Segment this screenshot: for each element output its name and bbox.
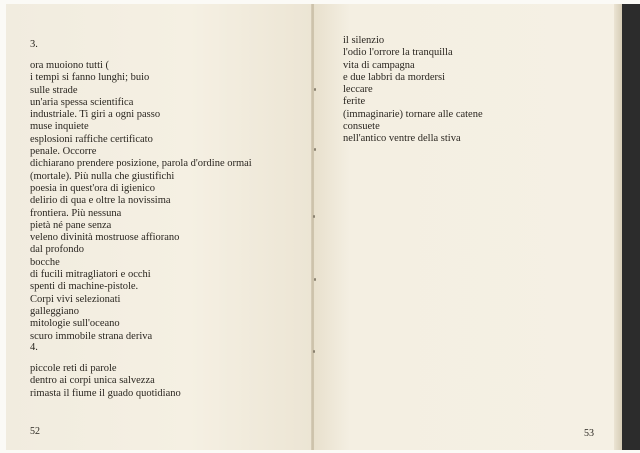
poem-line: (immaginarie) tornare alle catene xyxy=(343,108,483,120)
poem-line: Corpi vivi selezionati xyxy=(30,293,121,305)
poem-line: veleno divinità mostruose affiorano xyxy=(30,232,180,244)
poem-line: consuete xyxy=(343,121,380,133)
poem-line: rimasta il fiume il guado quotidiano xyxy=(30,387,181,399)
poem-line: bocche xyxy=(30,256,60,268)
section-3-poem xyxy=(30,60,252,343)
poem-line: galleggiano xyxy=(30,305,79,317)
right-page-poem xyxy=(343,35,483,146)
poem-line: i tempi si fanno lunghi; buio xyxy=(30,72,150,84)
poem-line: ferite xyxy=(343,96,366,108)
poem-line: dichiarano prendere posizione, parola d'ordine ormai xyxy=(30,158,252,170)
poem-line: piccole reti di parole xyxy=(30,363,117,374)
section-3-number: 3. xyxy=(30,39,38,50)
page-edges xyxy=(614,4,622,450)
poem-line: spenti di machine-pistole. xyxy=(30,281,139,293)
poem-line: dentro ai corpi unica salvezza xyxy=(30,375,155,387)
right-page-number: 53 xyxy=(584,428,594,439)
poem-line: l'odio l'orrore la tranquilla xyxy=(343,47,453,59)
poem-line: ora muoiono tutti ( xyxy=(30,60,110,71)
poem-line: pietà né pane senza xyxy=(30,219,112,231)
poem-line: poesia in quest'ora di igienico xyxy=(30,182,155,194)
poem-line: sulle strade xyxy=(30,84,78,96)
margin-speck xyxy=(314,88,316,91)
poem-line: scuro immobile strana deriva xyxy=(30,330,153,342)
poem-line: dal profondo xyxy=(30,244,84,256)
margin-speck xyxy=(314,148,316,151)
poem-line: leccare xyxy=(343,84,373,96)
section-4-poem xyxy=(30,363,181,400)
poem-line: frontiera. Più nessuna xyxy=(30,207,122,219)
poem-line: vita di campagna xyxy=(343,59,415,71)
poem-line: (mortale). Più nulla che giustifichi xyxy=(30,170,175,182)
poem-line: penale. Occorre xyxy=(30,146,97,158)
poem-line: il silenzio xyxy=(343,35,385,46)
poem-line: delirio di qua e oltre la novissima xyxy=(30,195,171,207)
margin-speck xyxy=(313,215,315,218)
poem-line: un'aria spessa scientifica xyxy=(30,96,134,108)
poem-line: mitologie sull'oceano xyxy=(30,318,120,330)
poem-line: nell'antico ventre della stiva xyxy=(343,133,461,145)
section-4-number: 4. xyxy=(30,342,38,353)
poem-line: muse inquiete xyxy=(30,121,89,133)
poem-line: e due labbri da mordersi xyxy=(343,71,446,83)
left-page-number: 52 xyxy=(30,426,40,437)
margin-speck xyxy=(313,350,315,353)
poem-line: industriale. Ti giri a ogni passo xyxy=(30,109,161,121)
poem-line: di fucili mitragliatori e occhi xyxy=(30,269,151,281)
poem-line: esplosioni raffiche certificato xyxy=(30,133,153,145)
scanner-shadow xyxy=(622,4,640,450)
margin-speck xyxy=(314,278,316,281)
